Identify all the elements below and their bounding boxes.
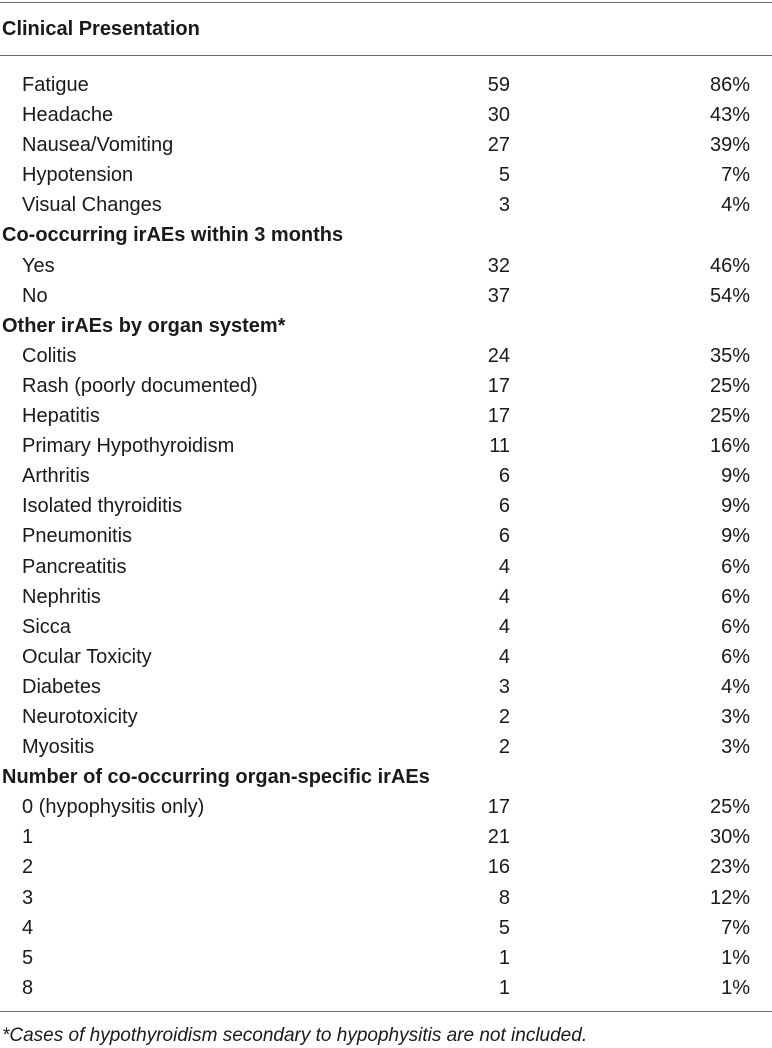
row-label: Myositis bbox=[22, 736, 95, 759]
table-body bbox=[0, 56, 772, 1003]
table-row bbox=[0, 401, 772, 431]
row-count: 4 bbox=[498, 615, 510, 638]
row-label: 2 bbox=[22, 856, 34, 879]
section-heading: Co-occurring irAEs within 3 months bbox=[2, 224, 344, 247]
row-count: 1 bbox=[498, 976, 510, 999]
row-label: Sicca bbox=[22, 615, 71, 638]
row-label: Pancreatitis bbox=[22, 555, 127, 578]
row-count: 59 bbox=[487, 74, 510, 96]
row-count: 2 bbox=[498, 705, 510, 728]
table-row bbox=[0, 582, 772, 612]
row-percent: 23% bbox=[709, 856, 750, 879]
row-count: 8 bbox=[498, 886, 510, 909]
table-row bbox=[0, 702, 772, 732]
row-label: Ocular Toxicity bbox=[22, 645, 152, 668]
row-label: Headache bbox=[22, 104, 114, 127]
row-count: 21 bbox=[487, 826, 510, 849]
row-count: 5 bbox=[498, 164, 510, 187]
row-count: 5 bbox=[498, 916, 510, 939]
row-count: 6 bbox=[498, 495, 510, 518]
row-label: No bbox=[22, 284, 48, 307]
row-percent: 16% bbox=[709, 435, 750, 458]
table-row bbox=[0, 160, 772, 190]
row-label: 5 bbox=[22, 946, 34, 969]
row-count: 6 bbox=[498, 465, 510, 488]
row-percent: 9% bbox=[721, 465, 750, 488]
row-percent: 6% bbox=[721, 615, 750, 638]
row-percent: 35% bbox=[709, 344, 750, 367]
table-row bbox=[0, 130, 772, 160]
row-percent: 3% bbox=[721, 705, 750, 728]
row-percent: 1% bbox=[721, 946, 750, 969]
section-heading: Number of co-occurring organ-specific irAEs bbox=[2, 766, 430, 789]
row-count: 32 bbox=[487, 254, 510, 277]
table-row bbox=[0, 642, 772, 672]
table-row bbox=[0, 612, 772, 642]
row-count: 2 bbox=[498, 736, 510, 759]
row-percent: 6% bbox=[721, 645, 750, 668]
table-row bbox=[0, 732, 772, 762]
table-row bbox=[0, 70, 772, 100]
row-count: 17 bbox=[487, 374, 510, 397]
table-row bbox=[0, 491, 772, 521]
row-count: 4 bbox=[498, 585, 510, 608]
table-row bbox=[0, 281, 772, 311]
table-row bbox=[0, 913, 772, 943]
row-percent: 25% bbox=[709, 405, 750, 428]
row-percent: 9% bbox=[721, 495, 750, 518]
table-row bbox=[0, 461, 772, 491]
row-label: 0 (hypophysitis only) bbox=[22, 796, 205, 819]
table-row bbox=[0, 341, 772, 371]
row-count: 17 bbox=[487, 796, 510, 819]
table-row bbox=[0, 883, 772, 913]
row-label: Rash (poorly documented) bbox=[22, 374, 258, 397]
table-row bbox=[0, 371, 772, 401]
row-percent: 4% bbox=[721, 194, 750, 217]
row-label: 1 bbox=[22, 826, 34, 849]
row-count: 4 bbox=[498, 555, 510, 578]
row-label: Pneumonitis bbox=[22, 525, 133, 548]
row-label: Colitis bbox=[22, 344, 77, 367]
table-header: Clinical Presentation bbox=[2, 18, 200, 40]
row-percent: 9% bbox=[721, 525, 750, 548]
row-percent: 7% bbox=[721, 164, 750, 187]
row-percent: 1% bbox=[721, 976, 750, 999]
row-percent: 46% bbox=[709, 254, 750, 277]
table-row bbox=[0, 672, 772, 702]
row-label: Diabetes bbox=[22, 675, 101, 698]
row-count: 30 bbox=[487, 104, 510, 127]
row-percent: 6% bbox=[721, 555, 750, 578]
row-label: Yes bbox=[22, 254, 55, 277]
row-percent: 43% bbox=[709, 104, 750, 127]
row-percent: 86% bbox=[709, 74, 750, 96]
row-count: 17 bbox=[487, 405, 510, 428]
row-count: 24 bbox=[487, 344, 510, 367]
row-percent: 3% bbox=[721, 736, 750, 759]
row-count: 6 bbox=[498, 525, 510, 548]
table-row bbox=[0, 552, 772, 582]
row-label: Primary Hypothyroidism bbox=[22, 435, 235, 458]
section-heading: Other irAEs by organ system* bbox=[2, 314, 286, 337]
row-label: Neurotoxicity bbox=[22, 705, 138, 728]
table-row bbox=[0, 792, 772, 822]
row-count: 11 bbox=[489, 435, 510, 458]
table-row bbox=[0, 251, 772, 281]
row-percent: 30% bbox=[709, 826, 750, 849]
row-count: 4 bbox=[498, 645, 510, 668]
row-percent: 4% bbox=[721, 675, 750, 698]
row-label: 8 bbox=[22, 976, 34, 999]
table-row bbox=[0, 190, 772, 220]
row-percent: 39% bbox=[709, 134, 750, 157]
row-label: Hepatitis bbox=[22, 405, 100, 428]
table-row bbox=[0, 973, 772, 1003]
table-row bbox=[0, 100, 772, 130]
table-row bbox=[0, 431, 772, 461]
row-percent: 25% bbox=[709, 796, 750, 819]
row-percent: 7% bbox=[721, 916, 750, 939]
row-count: 3 bbox=[498, 675, 510, 698]
row-percent: 12% bbox=[709, 886, 750, 909]
row-percent: 6% bbox=[721, 585, 750, 608]
row-label: Nephritis bbox=[22, 585, 101, 608]
row-percent: 54% bbox=[709, 284, 750, 307]
bottom-rule bbox=[0, 1011, 772, 1012]
row-label: Hypotension bbox=[22, 164, 134, 187]
row-label: Arthritis bbox=[22, 465, 90, 488]
row-count: 3 bbox=[498, 194, 510, 217]
row-percent: 25% bbox=[709, 374, 750, 397]
row-label: 4 bbox=[22, 916, 34, 939]
row-count: 1 bbox=[498, 946, 510, 969]
row-label: Visual Changes bbox=[22, 194, 162, 217]
table-footnote: *Cases of hypothyroidism secondary to hypophysitis are not included. bbox=[2, 1024, 588, 1046]
table-row bbox=[0, 852, 772, 882]
row-label: Fatigue bbox=[22, 74, 89, 96]
row-label: 3 bbox=[22, 886, 34, 909]
row-count: 16 bbox=[487, 856, 510, 879]
row-label: Nausea/Vomiting bbox=[22, 134, 174, 157]
row-count: 27 bbox=[487, 134, 510, 157]
row-label: Isolated thyroiditis bbox=[22, 495, 183, 518]
table-row bbox=[0, 943, 772, 973]
table-row bbox=[0, 822, 772, 852]
row-count: 37 bbox=[487, 284, 510, 307]
table-row bbox=[0, 521, 772, 551]
